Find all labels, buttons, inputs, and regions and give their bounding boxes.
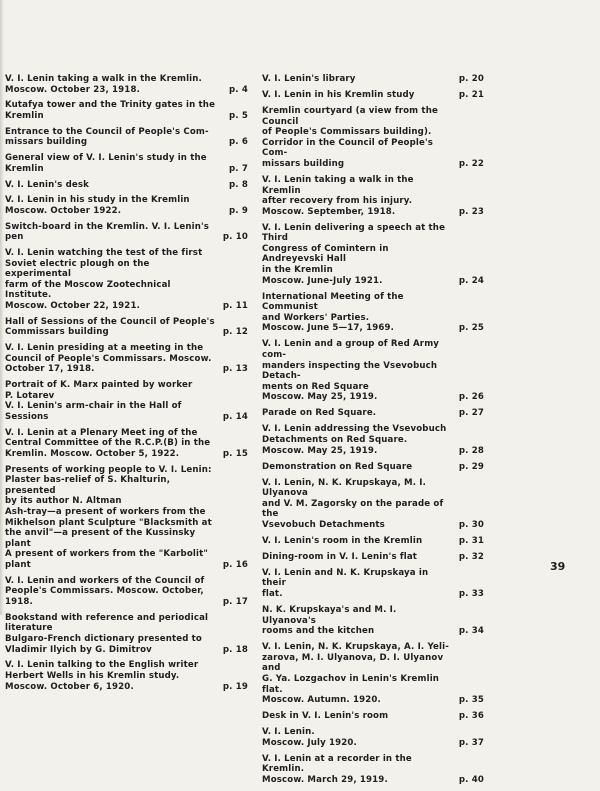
entry-title: Entrance to the Council of People's Com- missars building — [5, 126, 209, 148]
entry-title: V. I. Lenin in his study in the Kremlin Moscow. October 1922. — [5, 195, 190, 216]
entry-title: V. I. Lenin delivering a speech at the Third Congress of Comintern in Andreyevski Hall in the Kremlin Moscow. June-July 1921. — [262, 222, 446, 286]
contents-entry — [5, 576, 248, 608]
entry-page-number: p. 19 — [222, 681, 248, 692]
contents-entry — [262, 74, 484, 85]
entry-page-number: p. 6 — [229, 137, 248, 148]
contents-entry — [5, 153, 248, 174]
entry-title: V. I. Lenin and a group of Red Army com- manders inspecting the Vsevobuch Detach- ments on Red Square Moscow. May 25, 1919. — [262, 339, 440, 403]
entry-page-number: p. 33 — [458, 589, 484, 600]
entry-page-number: p. 34 — [458, 626, 484, 637]
entry-page-number: p. 20 — [458, 74, 484, 84]
entry-title: Kremlin courtyard (a view from the Council of People's Commissars building). Corridor in the Council of People's Com- missars building — [262, 105, 438, 169]
contents-entry — [262, 223, 484, 287]
entry-title: V. I. Lenin in his Kremlin study — [262, 89, 415, 100]
contents-right-column — [262, 74, 484, 791]
entry-page-number: p. 18 — [222, 644, 248, 655]
entry-title: Parade on Red Square. — [262, 408, 377, 419]
entry-title: Hall of Sessions of the Council of People's Commissars building — [5, 316, 215, 338]
entry-title: General view of V. I. Lenin's study in the Kremlin — [5, 153, 207, 174]
entry-title: V. I. Lenin's desk — [5, 179, 89, 190]
entry-title: V. I. Lenin at a Plenary Meet ing of the Central Committee of the R.C.P.(B) in the Kremlin. Moscow. October 5, 1922. — [5, 427, 211, 459]
contents-entry — [262, 711, 484, 722]
entry-page-number: p. 7 — [229, 163, 248, 174]
contents-entry — [262, 175, 484, 217]
entry-page-number: p. 21 — [458, 89, 484, 100]
entry-page-number: p. 17 — [222, 596, 248, 607]
entry-title: Desk in V. I. Lenin's room — [262, 711, 389, 722]
entry-title: V. I. Lenin and workers of the Council of People's Commissars. Moscow. October, 1918. — [5, 575, 205, 607]
entry-page-number: p. 37 — [458, 737, 484, 748]
contents-entry — [262, 90, 484, 101]
contents-entry — [5, 660, 248, 692]
entry-title: V. I. Lenin's library — [262, 74, 356, 84]
entry-page-number: p. 15 — [222, 448, 248, 459]
entry-title: N. K. Krupskaya's and M. I. Ulyanova's rooms and the kitchen — [262, 605, 397, 637]
entry-page-number: p. 31 — [458, 535, 484, 546]
contents-entry — [262, 605, 484, 637]
entry-page-number: p. 23 — [458, 206, 484, 217]
page-binding-edge — [0, 0, 4, 615]
entry-page-number: p. 16 — [222, 560, 248, 570]
contents-entry — [5, 613, 248, 655]
entry-title: V. I. Lenin presiding at a meeting in the Council of People's Commissars. Moscow. October 17, 1918. — [5, 343, 212, 375]
contents-entry — [5, 248, 248, 312]
entry-page-number: p. 29 — [458, 461, 484, 472]
entry-title: V. I. Lenin, N. K. Krupskaya, A. I. Yeli- zarova, M. I. Ulyanova, D. I. Ulyanov and G. Ya. Lozgachov in Lenin's Kremlin flat. Moscow. Autumn. 1920. — [262, 642, 449, 706]
contents-entry — [262, 106, 484, 170]
page-number: 39 — [550, 560, 566, 573]
contents-entry — [5, 222, 248, 243]
contents-entry — [262, 478, 484, 531]
entry-page-number: p. 35 — [458, 695, 484, 706]
contents-entry — [262, 339, 484, 403]
entry-page-number: p. 5 — [229, 110, 248, 121]
entry-page-number: p. 11 — [222, 301, 248, 311]
entry-page-number: p. 14 — [222, 411, 248, 422]
contents-entry — [5, 74, 248, 95]
entry-title: Bookstand with reference and periodical literature Bulgaro-French dictionary presented to Vladimir Ilyich by G. Dimitrov — [5, 612, 209, 655]
entry-page-number: p. 4 — [229, 84, 248, 95]
entry-title: V. I. Lenin, N. K. Krupskaya, M. I. Ulyanova and V. M. Zagorsky on the parade of the Vsevobuch Detachments — [262, 477, 444, 530]
contents-entry — [262, 642, 484, 706]
entry-title: V. I. Lenin's room in the Kremlin — [262, 535, 423, 546]
entry-title: V. I. Lenin addressing the Vsevobuch Detachments on Red Square. Moscow. May 25, 1919. — [262, 424, 447, 456]
entry-page-number: p. 32 — [458, 551, 484, 562]
contents-entry — [262, 568, 484, 600]
contents-entry — [262, 536, 484, 547]
entry-title: V. I. Lenin watching the test of the first Soviet electric plough on the experimental farm of the Moscow Zootechnical Institute. Moscow. October 22, 1921. — [5, 248, 203, 311]
entry-title: V. I. Lenin taking a walk in the Kremlin after recovery from his injury. Moscow. September, 1918. — [262, 174, 414, 217]
entry-page-number: p. 25 — [458, 323, 484, 334]
entry-title: Demonstration on Red Square — [262, 461, 413, 472]
entry-page-number: p. 10 — [222, 232, 248, 243]
entry-title: Presents of working people to V. I. Lenin: Plaster bas-relief of S. Khalturin, presented by its author N. Altman Ash-tray—a present of workers from the Mikhelson plant Sculpture "Blacksmith at the anvil"—a present of the Kussinsky plant A present of workers from the "Karbolit" plant — [5, 464, 212, 570]
entry-page-number: p. 26 — [458, 392, 484, 403]
entry-title: Kutafya tower and the Trinity gates in the Kremlin — [5, 100, 216, 121]
entry-title: Dining-room in V. I. Lenin's flat — [262, 551, 418, 562]
entry-page-number: p. 40 — [458, 774, 484, 785]
entry-title: Portrait of K. Marx painted by worker P. Lotarev V. I. Lenin's arm-chair in the Hall of Sessions — [5, 380, 193, 422]
entry-page-number: p. 36 — [458, 711, 484, 722]
contents-entry — [5, 127, 248, 148]
entry-title: V. I. Lenin talking to the English writer Herbert Wells in his Kremlin study. Moscow. October 6, 1920. — [5, 660, 199, 692]
contents-entry — [262, 408, 484, 419]
entry-page-number: p. 13 — [222, 364, 248, 375]
contents-entry — [262, 462, 484, 473]
contents-entry — [5, 317, 248, 338]
entry-page-number: p. 24 — [458, 275, 484, 286]
contents-entry — [5, 343, 248, 375]
entry-title: International Meeting of the Communist and Workers' Parties. Moscow. June 5—17, 1969. — [262, 291, 404, 334]
contents-entry — [5, 465, 248, 571]
contents-entry — [262, 754, 484, 786]
entry-title: V. I. Lenin at a recorder in the Kremlin. Moscow. March 29, 1919. — [262, 753, 412, 785]
entry-page-number: p. 9 — [229, 205, 248, 216]
contents-entry — [262, 424, 484, 456]
entry-page-number: p. 30 — [458, 519, 484, 530]
entry-page-number: p. 8 — [229, 179, 248, 190]
entry-page-number: p. 22 — [458, 158, 484, 169]
entry-page-number: p. 28 — [458, 445, 484, 456]
contents-entry — [262, 552, 484, 563]
contents-entry — [5, 180, 248, 191]
contents-entry — [262, 727, 484, 748]
entry-page-number: p. 27 — [458, 408, 484, 419]
contents-entry — [5, 100, 248, 121]
contents-entry — [5, 428, 248, 460]
entry-title: V. I. Lenin and N. K. Krupskaya in their flat. — [262, 567, 429, 600]
contents-entry — [5, 195, 248, 216]
entry-title: V. I. Lenin. Moscow. July 1920. — [262, 727, 357, 748]
entry-page-number: p. 12 — [222, 327, 248, 338]
entry-title: Switch-board in the Kremlin. V. I. Lenin's pen — [5, 221, 210, 243]
contents-entry — [5, 380, 248, 422]
contents-left-column — [5, 74, 248, 697]
entry-title: V. I. Lenin taking a walk in the Kremlin. Moscow. October 23, 1918. — [5, 74, 202, 95]
contents-entry — [262, 292, 484, 334]
